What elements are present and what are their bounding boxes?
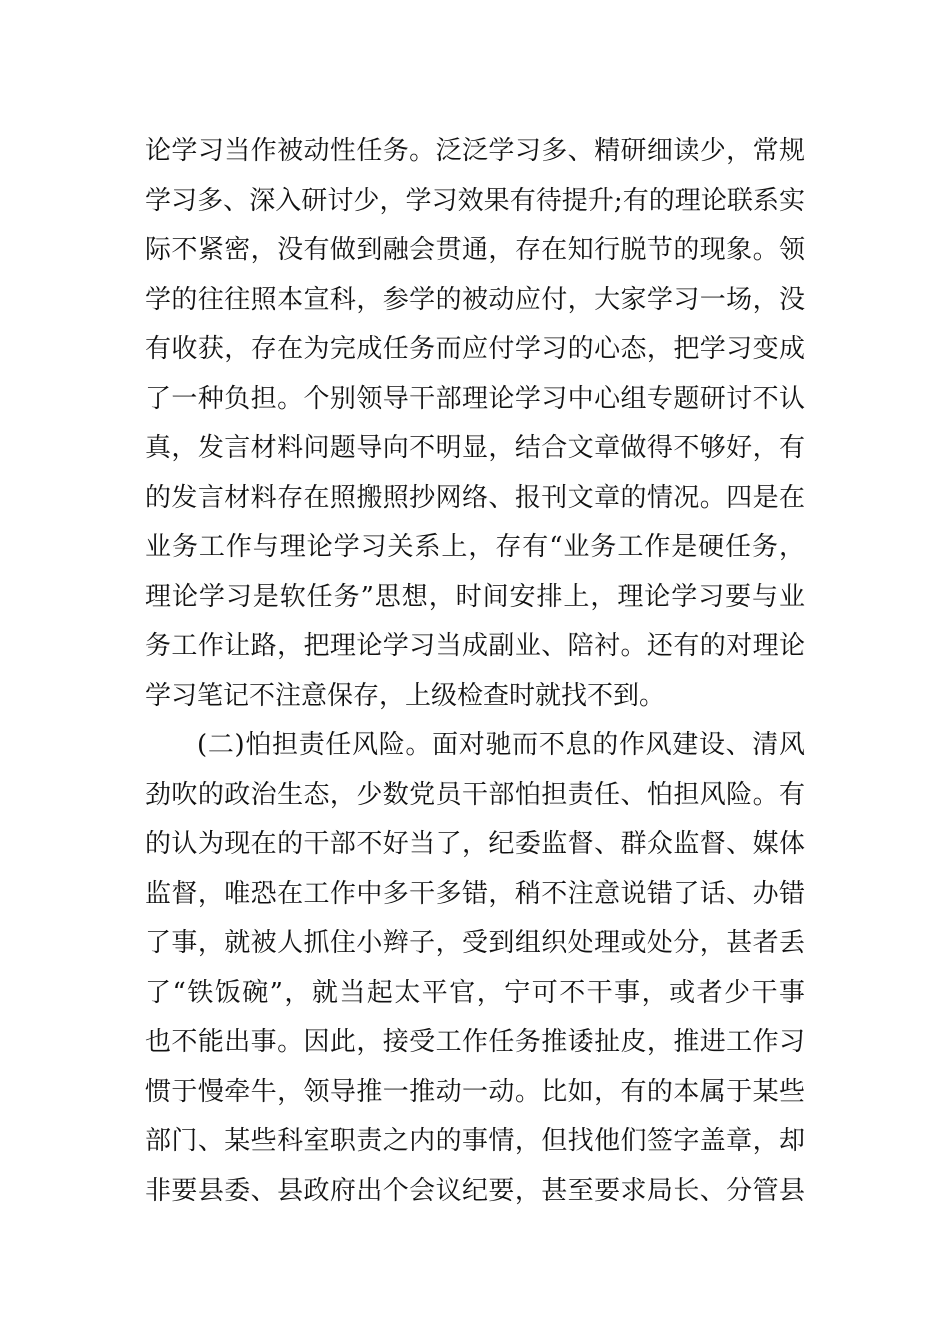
text-line: 了“铁饭碗”，就当起太平官，宁可不干事，或者少干事: [145, 977, 805, 1008]
text-line: 业务工作与理论学习关系上，存有“业务工作是硬任务，: [145, 532, 805, 562]
text-line: 惯于慢牵牛，领导推一推动一动。比如，有的本属于某些: [145, 1076, 805, 1107]
text-line: 的发言材料存在照搬照抄网络、报刊文章的情况。四是在: [145, 482, 805, 513]
text-line: 部门、某些科室职责之内的事情，但找他们签字盖章，却: [145, 1126, 805, 1156]
text-line: 有收获，存在为完成任务而应付学习的心态，把学习变成: [145, 334, 805, 364]
text-line: 学的往往照本宣科，参学的被动应付，大家学习一场，没: [145, 284, 805, 315]
text-line: 了一种负担。个别领导干部理论学习中心组专题研讨不认: [145, 383, 805, 414]
text-line: 也不能出事。因此，接受工作任务推诿扯皮，推进工作习: [145, 1027, 805, 1057]
text-line: 论学习当作被动性任务。泛泛学习多、精研细读少，常规: [145, 136, 805, 166]
text-line: 劲吹的政治生态，少数党员干部怕担责任、怕担风险。有: [145, 779, 805, 810]
text-line: 的认为现在的干部不好当了，纪委监督、群众监督、媒体: [145, 829, 805, 859]
text-line: 真，发言材料问题导向不明显，结合文章做得不够好，有: [145, 433, 805, 463]
text-line: 学习多、深入研讨少，学习效果有待提升;有的理论联系实: [145, 185, 805, 216]
text-line: 非要县委、县政府出个会议纪要，甚至要求局长、分管县: [145, 1175, 805, 1206]
text-line: 务工作让路，把理论学习当成副业、陪衬。还有的对理论: [145, 631, 805, 661]
text-line-paragraph-end: 学习笔记不注意保存，上级检查时就找不到。: [145, 680, 666, 711]
body-text: [145, 127, 805, 1216]
text-line-section-heading: (二)怕担责任风险。面对驰而不息的作风建设、清风: [197, 730, 805, 760]
text-line: 理论学习是软任务”思想，时间安排上，理论学习要与业: [145, 581, 805, 612]
text-line: 监督，唯恐在工作中多干多错，稍不注意说错了话、办错: [145, 878, 805, 909]
text-line: 际不紧密，没有做到融会贯通，存在知行脱节的现象。领: [145, 235, 805, 265]
text-line: 了事，就被人抓住小辫子，受到组织处理或处分，甚者丢: [145, 928, 805, 958]
